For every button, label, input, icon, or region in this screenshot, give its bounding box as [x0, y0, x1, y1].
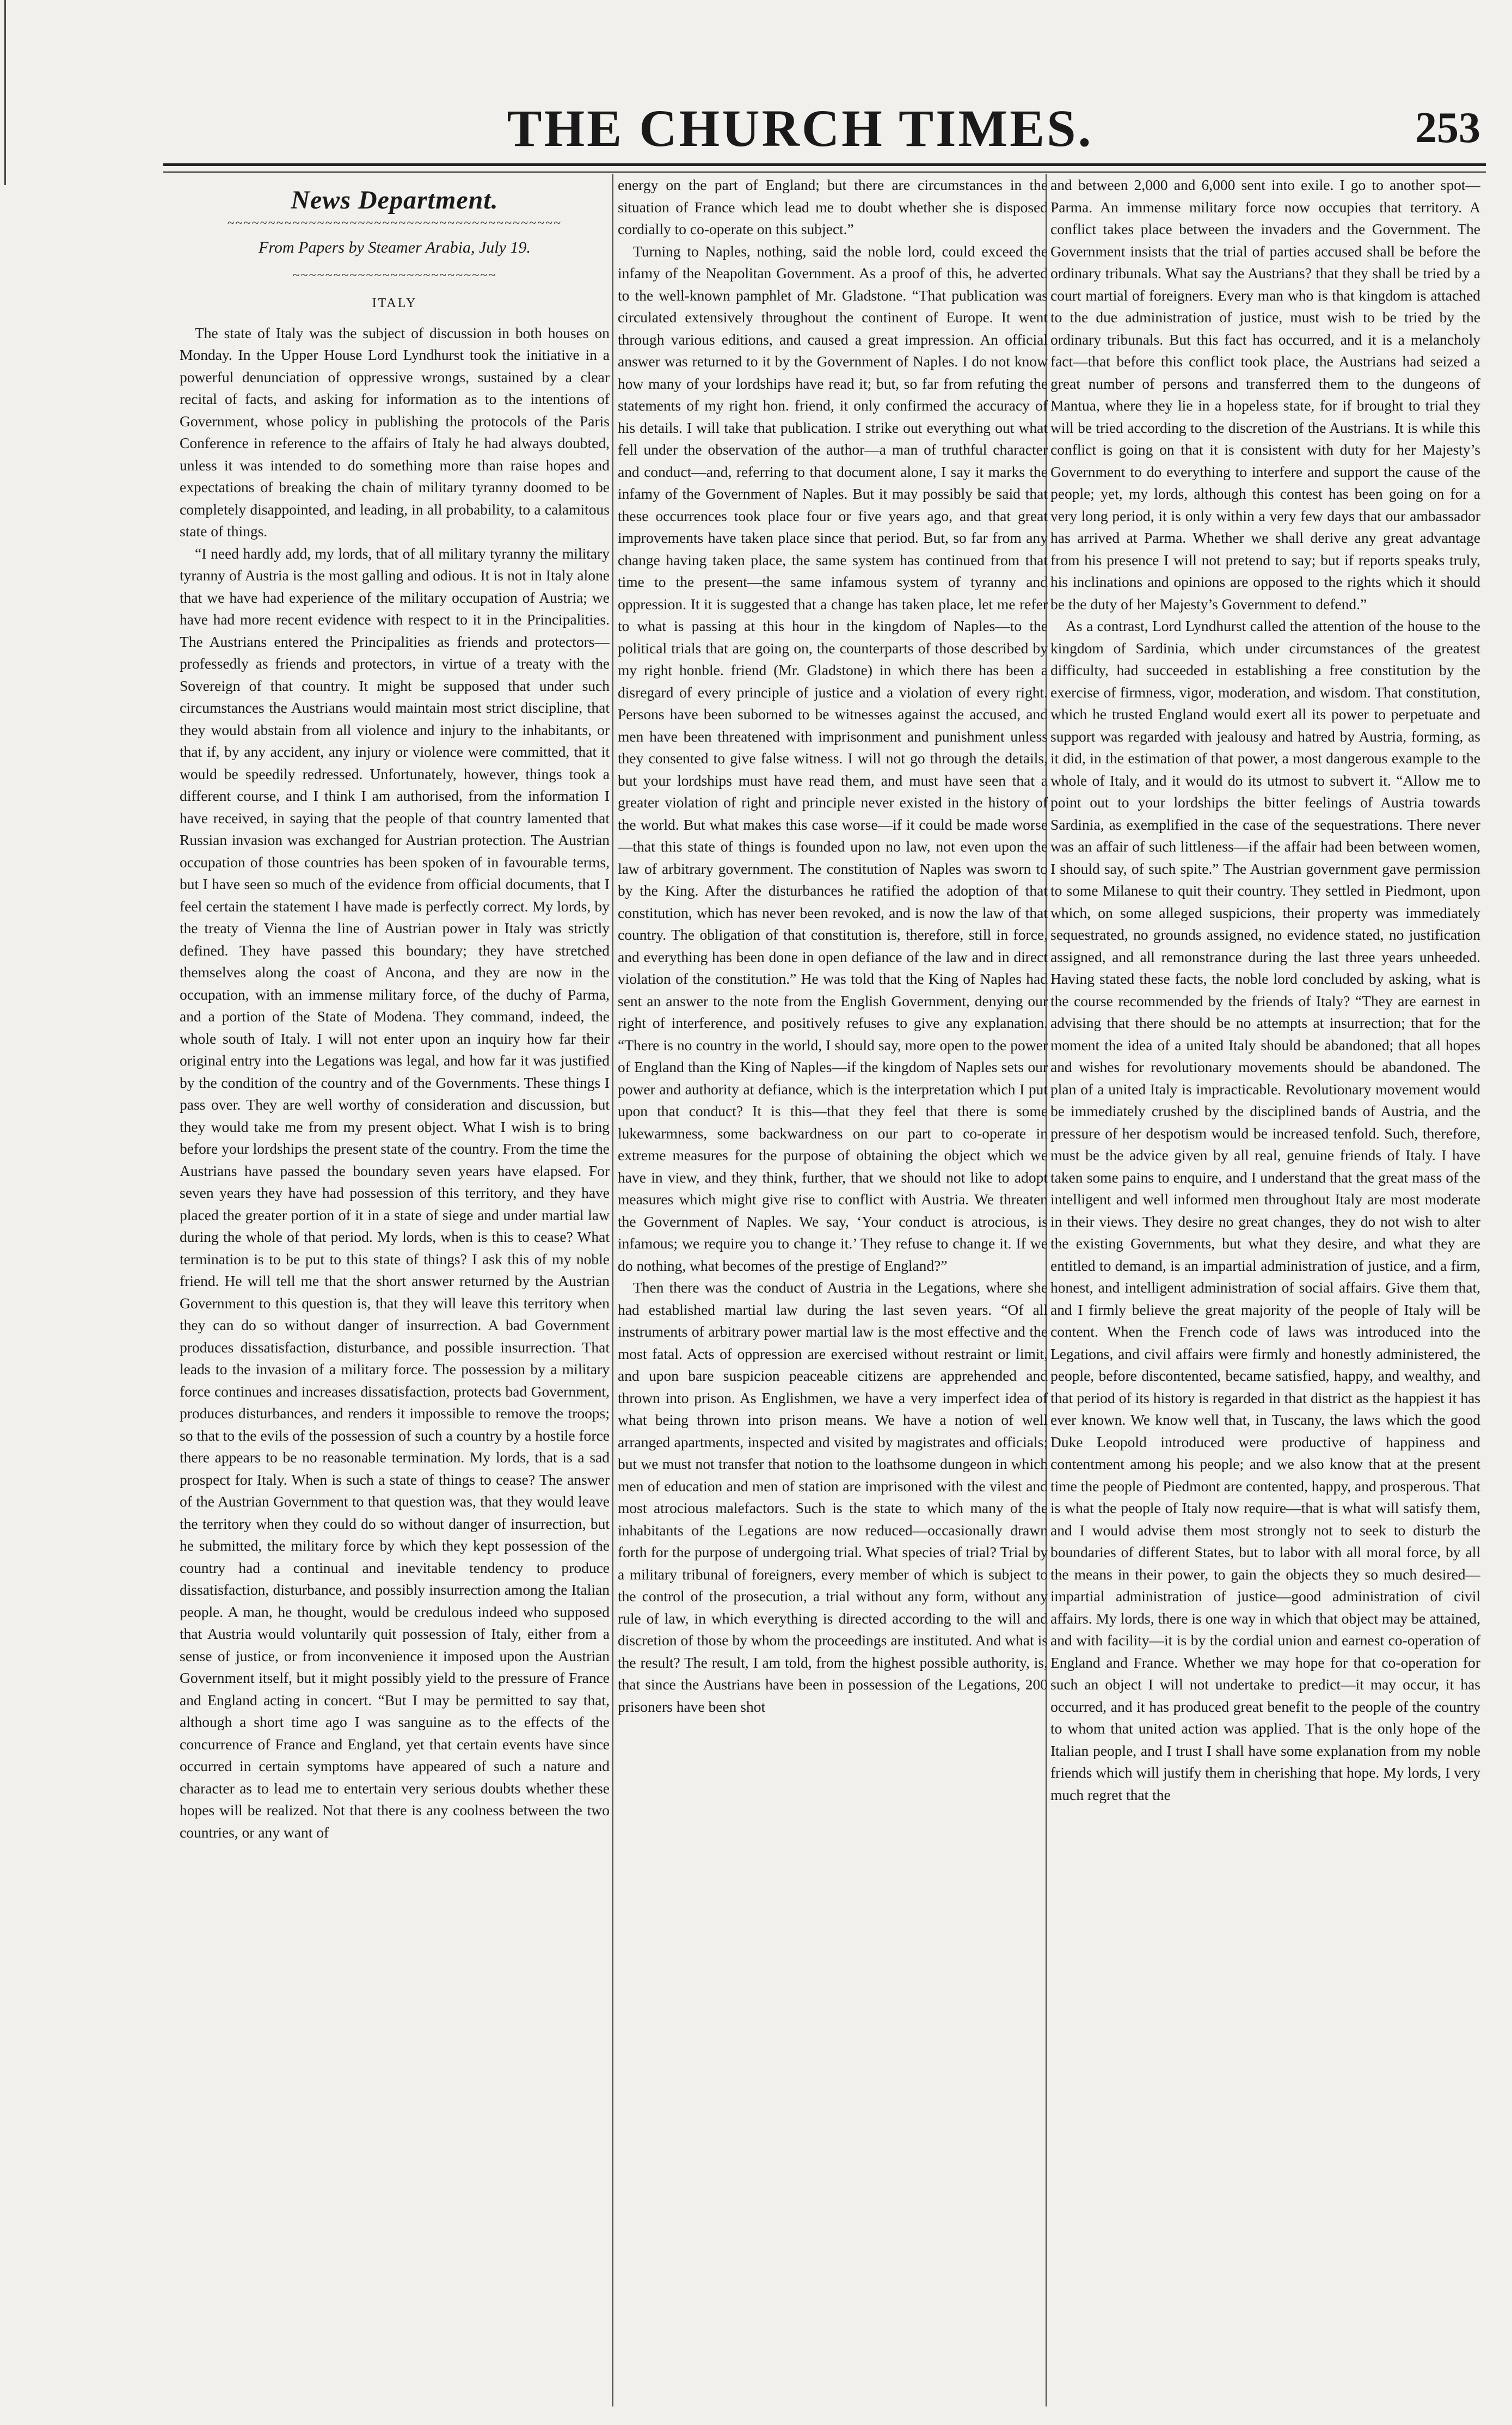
ornament-rule: ~~~~~~~~~~~~~~~~~~~~~~~~~ [292, 268, 497, 283]
source-line: From Papers by Steamer Arabia, July 19. [259, 238, 531, 256]
article-paragraph: The state of Italy was the subject of discussion in both houses on Monday. In the Upper House Lord Lyndhurst took the initiative in a powerful denunciation of oppressive wrongs, sustained by a clear recital of facts, and asking for information as to the intentions of Government, whose policy in publishing the protocols of the Paris Conference in reference to the affairs of Italy he had always doubted, unless it was intended to do something more than raise hopes and expectations of breaking the chain of military tyranny doomed to be completely disappointed, and leading, in all probability, to a calamitous state of things. [180, 324, 610, 540]
margin-line [4, 0, 6, 185]
column-1 [180, 174, 610, 2412]
department-heading: News Department. [291, 186, 499, 215]
masthead-rule [163, 163, 1486, 173]
page-number: 253 [1415, 104, 1480, 152]
article-paragraph: energy on the part of England; but there are circumstances in the situation of France which lead me to doubt whether she is disposed cordially to co-operate on this subject.” [618, 176, 1048, 237]
column-2 [618, 174, 1048, 2412]
article-paragraph: As a contrast, Lord Lyndhurst called the attention of the house to the kingdom of Sardinia, which under circumstances of the greatest difficulty, had succeeded in establishing a free constitution by the exercise of firmness, vigor, moderation, and wisdom. That constitution, which he trusted England would exert all its power to perpetuate and support was regarded with jealousy and hatred by Austria, forming, as it did, in the estimation of that power, a most dangerous example to the whole of Italy, and it would do its utmost to subvert it. “Allow me to point out to your lordships the bitter feelings of Austria towards Sardinia, as exemplified in the case of the sequestrations. There never was an affair of such littleness—if the affair had been between women, I should say, of such spite.” The Austrian government gave permission to some Milanese to quit their country. They settled in Piedmont, upon which, on some alleged suspicions, their property was immediately sequestrated, no grounds assigned, no evidence stated, no justification assigned, and all remonstrance during the last three years unheeded. Having stated these facts, the noble lord concluded by asking, what is the course recommended by the friends of Italy? “They are earnest in advising that there should be no attempts at insurrection; that for the moment the idea of a united Italy should be abandoned; that all hopes and wishes for revolutionary movements should be abandoned. The plan of a united Italy is impracticable. Revolutionary movement would be immediately crushed by the disciplined bands of Austria, and the pressure of her despotism would be increased tenfold. Such, therefore, must be the advice given by all real, genuine friends of Italy. I have taken some pains to enquire, and I understand that the great mass of the intelligent and well informed men throughout Italy are most moderate in their views. They desire no great changes, they do not wish to alter the existing Governments, but what they desire, and what they are entitled to demand, is an impartial administration of justice, and a firm, honest, and intelligent administration of social affairs. Give them that, and I firmly believe the great majority of the people of Italy will be content. When the French code of laws was introduced into the Legations, and civil affairs were firmly and honestly administered, the people, before discontented, became satisfied, happy, and wealthy, and that period of its history is regarded in that district as the happiest it has ever known. We know well that, in Tuscany, the laws which the good Duke Leopold introduced were productive of happiness and contentment among his people; and we also know that at the present time the people of Piedmont are contented, happy, and prosperous. That is what the people of Italy now require—that is what will satisfy them, and I would advise them most strongly not to seek to disturb the boundaries of different States, but to labor with all moral force, by all the means in their power, to gain the objects they so much desired—impartial administration of justice—good administration of civil affairs. My lords, there is one way in which that object may be attained, and with facility—it is by the cordial union and earnest co-operation of England and France. Whether we may hope for that co-operation for such an object I will not undertake to predict—it may occur, it has occurred, and it has produced great benefit to the people of the country to whom that united action was applied. That is the only hope of the Italian people, and I trust I shall have some explanation from my noble friends which will justify them in cherishing that hope. My lords, I very much regret that the [1050, 617, 1480, 1803]
article-paragraph: Turning to Naples, nothing, said the noble lord, could exceed the infamy of the Neapolitan Government. As a proof of this, he adverted to the well-known pamphlet of Mr. Gladstone. “That publication was circulated extensively throughout the continent of Europe. It went through various editions, and caused a great impression. An official answer was returned to it by the Government of Naples. I do not know how many of your lordships have read it; but, so far from refuting the statements of my right hon. friend, it only confirmed the accuracy of his details. I will take that publication. I strike out everything out what fell under the observation of the author—a man of truthful character and conduct—and, referring to that document alone, I say it marks the infamy of the Government of Naples. But it may possibly be said that these occurrences took place four or five years ago, and that great improvements have taken place since that period. But, so far from any change having taken place, the same system has continued from that time to the present—the same infamous system of tyranny and oppression. It it is suggested that a change has taken place, let me refer to what is passing at this hour in the kingdom of Naples—to the political trials that are going on, the counterparts of those described by my right honble. friend (Mr. Gladstone) in which there has been a disregard of every principle of justice and a violation of every right. Persons have been suborned to be witnesses against the accused, and men have been threatened with imprisonment and punishment unless they consented to give false witness. I will not go through the details, but your lordships must have read them, and must have seen that a greater violation of right and principle never existed in the history of the world. But what makes this case worse—if it could be made worse—that this state of things is founded upon no law, not even upon the law of arbitrary government. The constitution of Naples was sworn to by the King. After the disturbances he ratified the adoption of that constitution, which has never been revoked, and is now the law of that country. The obligation of that constitution is, therefore, still in force, and everything has been done in open defiance of the law and in direct violation of the constitution.” He was told that the King of Naples had sent an answer to the note from the English Government, denying our right of interference, and positively refuses to give any explanation. “There is no country in the world, I should say, more open to the power of England than the King of Naples—if the kingdom of Naples sets our power and authority at defiance, which is the interpretation which I put upon that conduct? It is this—that they feel that there is some lukewarmness, some backwardness on our part to co-operate in extreme measures for the purpose of obtaining the object which we have in view, and they think, further, that we should not like to adopt measures which might give rise to conflict with Austria. We threaten the Government of Naples. We say, ‘Your conduct is atrocious, is infamous; we require you to change it.’ They refuse to change it. If we do nothing, what becomes of the prestige of England?” [618, 242, 1048, 1274]
article-paragraph: Then there was the conduct of Austria in the Legations, where she had established martial law during the last seven years. “Of all instruments of arbitrary power martial law is the most effective and the most fatal. Acts of oppression are exercised without restraint or limit, and upon bare suspicion peaceable citizens are apprehended and thrown into prison. As Englishmen, we have a very imperfect idea of what being thrown into prison means. We have a notion of well arranged apartments, inspected and visited by magistrates and officials; but we must not transfer that notion to the loathsome dungeon in which men of education and men of station are imprisoned with the vilest and most atrocious malefactors. Such is the state to which many of the inhabitants of the Legations are now reduced—occasionally drawn forth for the purpose of undergoing trial. What species of trial? Trial by a military tribunal of foreigners, every member of which is subject to the control of the prosecution, a trial without any form, without any rule of law, in which everything is directed according to the will and discretion of those by whom the proceedings are instituted. And what is the result? The result, I am told, from the highest possible authority, is, that since the Austrians have been in possession of the Legations, 200 prisoners have been shot [618, 1279, 1048, 1715]
article-paragraph: “I need hardly add, my lords, that of all military tyranny the military tyranny of Austria is the most galling and odious. It is not in Italy alone that we have had experience of the military occupation of Austria; we have had more recent evidence with respect to it in the Principalities. The Austrians entered the Principalities as friends and protectors—professedly as friends and protectors, in virtue of a treaty with the Sovereign of that country. It might be supposed that under such circumstances the Austrians would maintain most strict discipline, that they would abstain from all violence and injury to the inhabitants, or that if, by any accident, any injury or violence were committed, that it would be speedily redressed. Unfortunately, however, things took a different course, and I think I am authorised, from the information I have received, in saying that the people of that country lamented that Russian invasion was exchanged for Austrian protection. The Austrian occupation of those countries has been spoken of in favourable terms, but I have seen so much of the evidence from official documents, that I feel certain the statement I have made is perfectly correct. My lords, by the treaty of Vienna the line of Austrian power in Italy was strictly defined. They have passed this boundary; they have stretched themselves along the coast of Ancona, and they are now in the occupation, with an immense military force, of the duchy of Parma, and a portion of the State of Modena. They command, indeed, the whole south of Italy. I will not enter upon an inquiry how far their original entry into the Legations was legal, and how far it was justified by the condition of the country and of the Governments. These things I pass over. They are well worthy of consideration and discussion, but they would take me from my present object. What I wish is to bring before your lordships the present state of the country. From the time the Austrians have passed the boundary seven years have elapsed. For seven years they have had possession of this territory, and they have placed the greater portion of it in a state of siege and under martial law during the whole of that period. My lords, when is this to cease? What termination is to be put to this state of things? I ask this of my noble friend. He will tell me that the short answer returned by the Austrian Government to this question is, that they will leave this territory when they can do so without danger of insurrection. A bad Government produces dissatisfaction, disturbance, and possible insurrection. That leads to the invasion of a military force. The possession by a military force continues and increases dissatisfaction, protects bad Government, produces disturbances, and renders it impossible to remove the troops; so that to the evils of the possession of such a country by a hostile force there appears to be no reasonable termination. My lords, that is a sad prospect for Italy. When is such a state of things to cease? The answer of the Austrian Government to that question was, that they would leave the territory when they could do so without danger of insurrection, but he submitted, the military force by which they kept possession of the country had a continual and inevitable tendency to produce dissatisfaction, disturbance, and possibly insurrection among the Italian people. A man, he thought, would be credulous indeed who supposed that Austria would voluntarily quit possession of Italy, either from a sense of justice, or from inconvenience it imposed upon the Austrian Government itself, but it might possibly yield to the pressure of France and England acting in concert. “But I may be permitted to say that, although a short time ago I was sanguine as to the effects of the concurrence of France and England, yet that certain events have since occurred in certain symptoms have appeared of such a nature and character as to lead me to entertain very serious doubts whether these hopes will be realized. Not that there is any coolness between the two countries, or any want of [180, 544, 610, 1841]
newspaper-title: THE CHURCH TIMES. [507, 99, 1093, 157]
ornament-rule: ~~~~~~~~~~~~~~~~~~~~~~~~~~~~~~~~~~~~~~~~~ [227, 216, 562, 230]
column-divider [612, 174, 613, 2406]
column-3 [1050, 174, 1480, 2412]
article-paragraph: and between 2,000 and 6,000 sent into exile. I go to another spot—Parma. An immense military force now occupies that territory. A conflict takes place between the invaders and the Government. The Government insists that the trial of parties accused shall be before the ordinary tribunals. What say the Austrians? that they shall be tried by a court martial of foreigners. Every man who is that kingdom is attached to the due administration of justice, must wish to be tried by the ordinary tribunals. But this fact has occurred, and it is a melancholy fact—that before this conflict took place, the Austrians had seized a great number of persons and transferred them to the dungeons of Mantua, where they lie in a hopeless state, for if brought to trial they will be tried according to the discretion of the Austrians. It is while this conflict is going on that it is consistent with duty for her Majesty’s Government to do everything to interfere and support the cause of the people; yet, my lords, although this contest has been going on for a very long period, it is only within a very few days that our ambassador has arrived at Parma. Whether we shall derive any great advantage from his presence I will not pretend to say; but if reports speaks truly, his inclinations and opinions are opposed to the rights which it should be the duty of her Majesty’s Government to defend.” [1050, 176, 1480, 613]
section-heading-italy: ITALY [372, 296, 417, 310]
masthead [87, 82, 1512, 163]
